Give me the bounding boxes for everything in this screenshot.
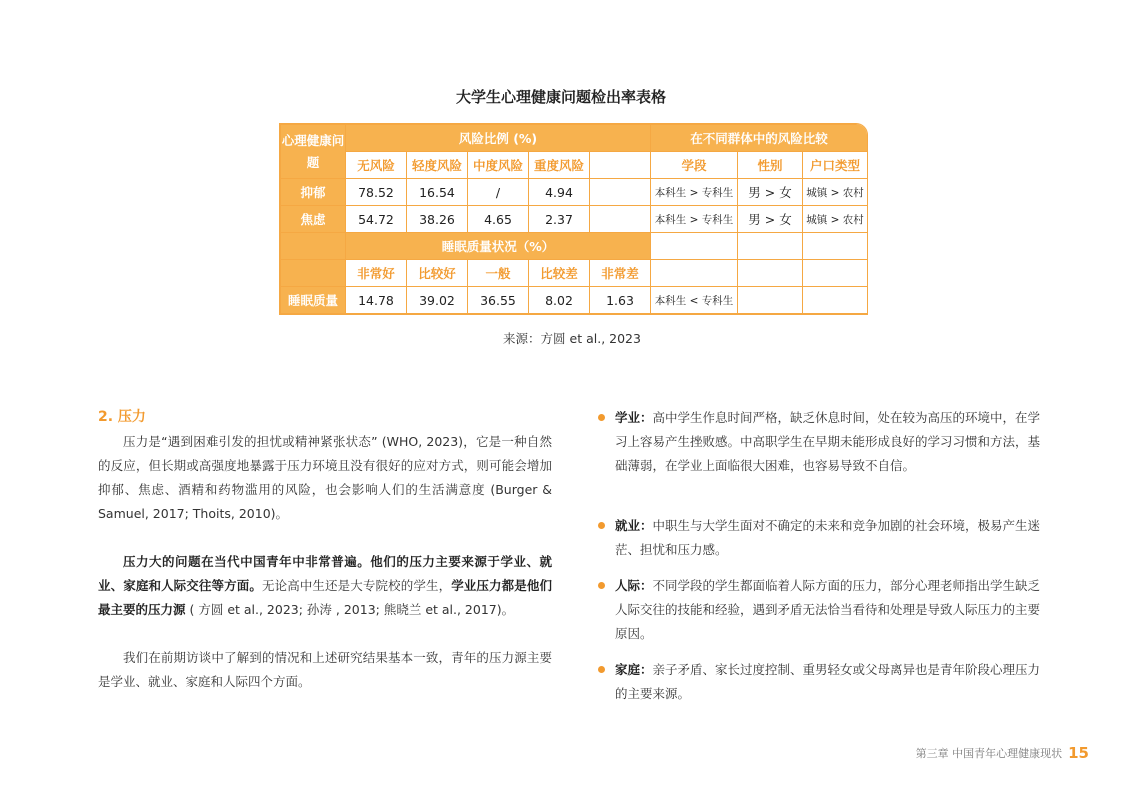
table-cell: 14.78 (346, 287, 407, 314)
table-cell (590, 206, 651, 233)
item-text: 高中学生作息时间严格，缺乏休息时间，处在较为高压的环境中，在学习上容易产生挫败感。中高职学生在早期未能形成良好的学习习惯和方法，基础薄弱，在学业上面临很大困难，也容易导致不自信。 (615, 410, 1041, 473)
blank-cell (651, 233, 738, 260)
table-cell: 本科生 < 专科生 (651, 287, 738, 314)
bullet-dot-icon (598, 582, 605, 589)
sleep-col-header: 比较差 (529, 260, 590, 287)
table-cell (590, 179, 651, 206)
list-item (598, 658, 1046, 706)
table-title: 大学生心理健康问题检出率表格 (455, 88, 666, 106)
header-risk-ratio: 风险比例 (%) (346, 125, 651, 152)
risk-col-header: 轻度风险 (407, 152, 468, 179)
paragraph-definition: 压力是“遇到困难引发的担忧或精神紧张状态” (WHO, 2023)，它是一种自然的反应，但长期或高强度地暴露于压力环境且没有很好的应对方式，则可能会增加抑郁、焦虑、酒精和药物滥用的风险，也会影响人们的生活满意度 (Burger & Samuel, 2017; Thoits, 2010)。 (98, 434, 552, 521)
table-cell: 4.65 (468, 206, 529, 233)
blank-cell (803, 260, 868, 287)
group-col-header: 户口类型 (803, 152, 868, 179)
row-label: 抑郁 (281, 179, 346, 206)
table-cell: 8.02 (529, 287, 590, 314)
item-label: 就业： (615, 518, 653, 533)
paragraph-sources (98, 550, 552, 622)
table-cell: 城镇 > 农村 (803, 206, 868, 233)
table-cell: 54.72 (346, 206, 407, 233)
group-col-header: 性别 (738, 152, 803, 179)
row-label: 焦虑 (281, 206, 346, 233)
table-row (281, 179, 868, 206)
table-cell: 本科生 > 专科生 (651, 206, 738, 233)
blank-cell (738, 233, 803, 260)
table-cell: 38.26 (407, 206, 468, 233)
table-cell: 城镇 > 农村 (803, 179, 868, 206)
paragraph-interview: 我们在前期访谈中了解到的情况和上述研究结果基本一致，青年的压力源主要是学业、就业、家庭和人际四个方面。 (98, 650, 552, 689)
bullet-dot-icon (598, 522, 605, 529)
item-text: 中职生与大学生面对不确定的未来和竞争加剧的社会环境，极易产生迷茫、担忧和压力感。 (615, 518, 1041, 557)
item-label: 家庭： (615, 662, 653, 677)
table-cell: 4.94 (529, 179, 590, 206)
blank-cell (651, 260, 738, 287)
bold-text: 压力大的问题在当代中国青年中非常普遍。他们的压力主要来源于学业、就业、家庭和人际交往等方面。 (98, 554, 552, 593)
sleep-col-header: 非常差 (590, 260, 651, 287)
sleep-col-header: 非常好 (346, 260, 407, 287)
blank-cell (281, 260, 346, 287)
citation-text: ( 方圆 et al., 2023; 孙涛 , 2013; 熊晓兰 et al., 2017)。 (185, 602, 515, 617)
right-column (598, 406, 1046, 706)
item-text: 亲子矛盾、家长过度控制、重男轻女或父母离异也是青年阶段心理压力的主要来源。 (615, 662, 1041, 701)
list-item (598, 574, 1046, 646)
page-number: 15 (1068, 744, 1089, 762)
risk-col-header: 无风险 (346, 152, 407, 179)
table-cell: 36.55 (468, 287, 529, 314)
sleep-header: 睡眠质量状况（%） (346, 233, 651, 260)
table-cell: 男 > 女 (738, 179, 803, 206)
detection-rate-table (279, 123, 868, 315)
list-item (598, 406, 1046, 478)
item-label: 学业： (615, 410, 653, 425)
table-source: 来源：方圆 et al., 2023 (503, 331, 641, 346)
page-footer (916, 744, 1089, 762)
item-text: 不同学段的学生都面临着人际方面的压力，部分心理老师指出学生缺乏人际交往的技能和经验，遇到矛盾无法恰当看待和处理是导致人际压力的主要原因。 (615, 578, 1041, 641)
group-col-header: 学段 (651, 152, 738, 179)
table-cell: 1.63 (590, 287, 651, 314)
table-row (281, 287, 868, 314)
table-cell (738, 287, 803, 314)
bullet-dot-icon (598, 414, 605, 421)
row-label: 睡眠质量 (281, 287, 346, 314)
body-text: 无论高中生还是大专院校的学生， (261, 578, 452, 593)
table-cell: 本科生 > 专科生 (651, 179, 738, 206)
table-cell (803, 287, 868, 314)
header-group-compare: 在不同群体中的风险比较 (651, 125, 868, 152)
item-label: 人际： (615, 578, 653, 593)
blank-cell (738, 260, 803, 287)
sleep-col-header: 一般 (468, 260, 529, 287)
chapter-title: 第三章 中国青年心理健康现状 (915, 747, 1063, 760)
risk-col-header (590, 152, 651, 179)
bold-text: 学业压力都是他们最主要的压力源 (98, 578, 552, 617)
header-problem: 心理健康问题 (281, 125, 346, 179)
left-column (98, 406, 552, 694)
table-row (281, 206, 868, 233)
table-cell: 2.37 (529, 206, 590, 233)
bullet-dot-icon (598, 666, 605, 673)
blank-cell (281, 233, 346, 260)
section-heading: 2. 压力 (98, 409, 146, 425)
table-cell: 男 > 女 (738, 206, 803, 233)
list-item (598, 514, 1046, 562)
blank-cell (803, 233, 868, 260)
risk-col-header: 中度风险 (468, 152, 529, 179)
risk-col-header: 重度风险 (529, 152, 590, 179)
table-cell: 39.02 (407, 287, 468, 314)
table-cell: 78.52 (346, 179, 407, 206)
table-cell: 16.54 (407, 179, 468, 206)
sleep-col-header: 比较好 (407, 260, 468, 287)
table-cell: / (468, 179, 529, 206)
